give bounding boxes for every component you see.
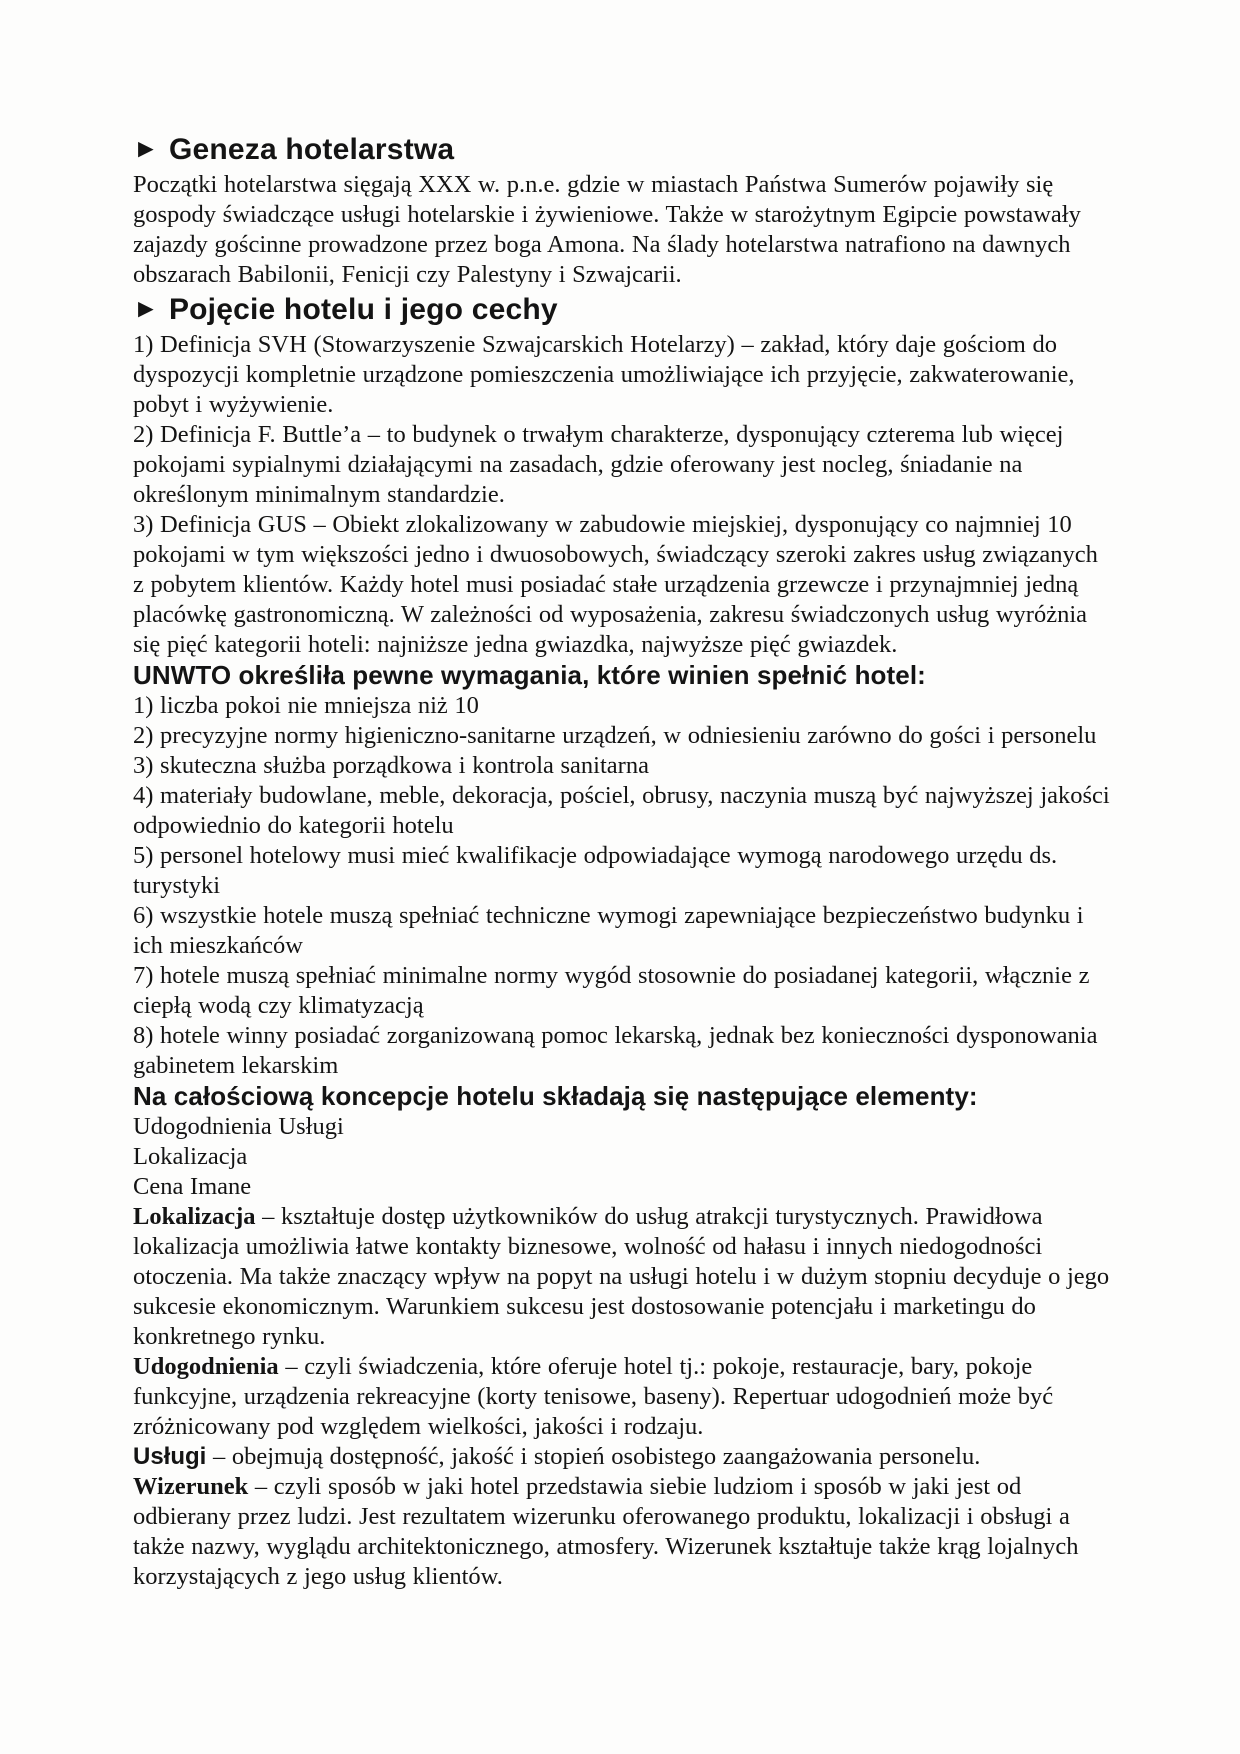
arrow-bullet-icon: ►: [133, 133, 159, 163]
paragraph-lokalizacja: [133, 1202, 1115, 1352]
paragraph-udogodnienia: [133, 1352, 1115, 1442]
list-item-unwto-3: 3) skuteczna służba porządkowa i kontrola sanitarna: [133, 752, 649, 779]
heading-text: Geneza hotelarstwa: [168, 133, 455, 166]
paragraph-uslugi: [133, 1442, 1115, 1472]
list-item-lokalizacja: Lokalizacja: [133, 1143, 248, 1170]
list-item-unwto-1: 1) liczba pokoi nie mniejsza niż 10: [133, 692, 479, 719]
heading-pojecie-hotelu: [133, 290, 1115, 330]
paragraph-text: – obejmują dostępność, jakość i stopień osobistego zaangażowania personelu.: [206, 1443, 981, 1470]
list-item-unwto-5: 5) personel hotelowy musi mieć kwalifikacje odpowiadające wymogą narodowego urzędu ds. turystyki: [133, 842, 1058, 899]
paragraph-poczatki-hotelarstwa: Początki hotelarstwa sięgają XXX w. p.n.e. gdzie w miastach Państwa Sumerów pojawiły się gospody świadczące usługi hotelarskie i żywieniowe. Także w starożytnym Egipcie powstawały zajazdy gościnne prowadzone przez boga Amona. Na ślady hotelarstwa natrafiono na dawnych obszarach Babilonii, Fenicji czy Palestyny i Szwajcarii.: [133, 171, 1081, 288]
arrow-bullet-icon: ►: [133, 293, 159, 323]
list-item-unwto-6: 6) wszystkie hotele muszą spełniać techniczne wymogi zapewniające bezpieczeństwo budynku i ich mieszkańców: [133, 902, 1084, 959]
lead-word-udogodnienia: Udogodnienia: [133, 1353, 279, 1380]
list-item-udogodnienia-uslugi: Udogodnienia Usługi: [133, 1113, 344, 1140]
paragraph-wizerunek: [133, 1472, 1115, 1592]
lead-word-lokalizacja: Lokalizacja: [133, 1203, 256, 1230]
heading-unwto-wymagania: UNWTO określiła pewne wymagania, które winien spełnić hotel:: [133, 660, 926, 690]
document-content: [133, 130, 1115, 1592]
list-item-unwto-7: 7) hotele muszą spełniać minimalne normy wygód stosownie do posiadanej kategorii, włącznie z ciepłą wodą czy klimatyzacją: [133, 962, 1090, 1019]
heading-text: Pojęcie hotelu i jego cechy: [168, 293, 558, 326]
lead-word-wizerunek: Wizerunek: [133, 1473, 249, 1500]
list-item-cena-imane: Cena Imane: [133, 1173, 252, 1200]
paragraph-definicja-buttle: 2) Definicja F. Buttle’a – to budynek o trwałym charakterze, dysponujący czterema lub więcej pokojami sypialnymi działającymi na zasadach, gdzie oferowany jest nocleg, śniadanie na określonym minimalnym standardzie.: [133, 421, 1064, 508]
paragraph-text: – czyli sposób w jaki hotel przedstawia siebie ludziom i sposób w jaki jest od odbierany przez ludzi. Jest rezultatem wizerunku oferowanego produktu, lokalizacji i obsługi a także nazwy, wyglądu architektonicznego, atmosfery. Wizerunek kształtuje także krąg lojalnych korzystających z jego usług klientów.: [133, 1473, 1079, 1590]
list-item-unwto-2: 2) precyzyjne normy higieniczno-sanitarne urządzeń, w odniesieniu zarówno do gości i personelu: [133, 722, 1097, 749]
heading-koncepcja-hotelu: Na całościową koncepcje hotelu składają się następujące elementy:: [133, 1081, 978, 1111]
paragraph-text: – czyli świadczenia, które oferuje hotel tj.: pokoje, restauracje, bary, pokoje funkcyjne, urządzenia rekreacyjne (korty tenisowe, baseny). Repertuar udogodnień może być zróżnicowany pod względem wielkości, jakości i rodzaju.: [133, 1353, 1054, 1440]
list-item-unwto-4: 4) materiały budowlane, meble, dekoracja, pościel, obrusy, naczynia muszą być najwyższej jakości odpowiednio do kategorii hotelu: [133, 782, 1110, 839]
paragraph-text: – kształtuje dostęp użytkowników do usług atrakcji turystycznych. Prawidłowa lokalizacja umożliwia łatwe kontakty biznesowe, wolność od hałasu i innych niedogodności otoczenia. Ma także znaczący wpływ na popyt na usługi hotelu i w dużym stopniu decyduje o jego sukcesie ekonomicznym. Warunkiem sukcesu jest dostosowanie potencjału i marketingu do konkretnego rynku.: [133, 1203, 1110, 1350]
heading-geneza-hotelarstwa: [133, 130, 1115, 170]
paragraph-definicja-gus: 3) Definicja GUS – Obiekt zlokalizowany w zabudowie miejskiej, dysponujący co najmniej 10 pokojami w tym większości jedno i dwuosobowych, świadczący szeroki zakres usług związanych z pobytem klientów. Każdy hotel musi posiadać stałe urządzenia grzewcze i przynajmniej jedną placówkę gastronomiczną. W zależności od wyposażenia, zakresu świadczonych usług wyróżnia się pięć kategorii hoteli: najniższe jedna gwiazdka, najwyższe pięć gwiazdek.: [133, 511, 1098, 658]
lead-word-uslugi: Usługi: [133, 1443, 207, 1470]
paragraph-definicja-svh: 1) Definicja SVH (Stowarzyszenie Szwajcarskich Hotelarzy) – zakład, który daje gościom do dyspozycji kompletnie urządzone pomieszczenia umożliwiające ich przyjęcie, zakwaterowanie, pobyt i wyżywienie.: [133, 331, 1075, 418]
list-item-unwto-8: 8) hotele winny posiadać zorganizowaną pomoc lekarską, jednak bez konieczności dysponowania gabinetem lekarskim: [133, 1022, 1098, 1079]
